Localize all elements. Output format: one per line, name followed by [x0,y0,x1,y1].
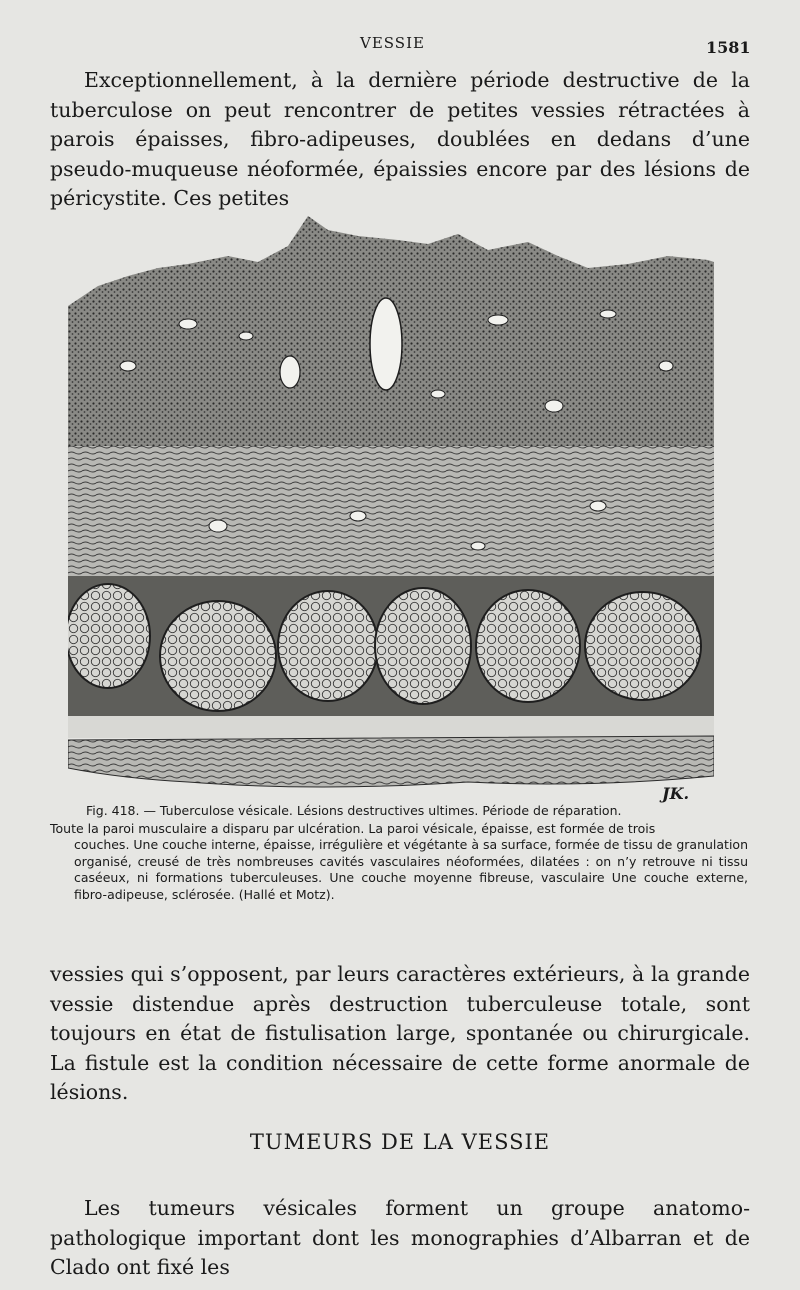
paragraph-2: vessies qui s’opposent, par leurs caractères extérieurs, à la grande vessie distendue après destruction tuberculeuse totale, sont toujours en état de fistulisation large, spontanée ou chirurgicale. La fistule est la condition nécessaire de cette forme anormale de lésions. [50,962,750,1104]
caption-line-1: Toute la paroi musculaire a disparu par ulcération. La paroi vésicale, épaisse, est formée de trois [50,820,656,836]
caption-title: Fig. 418. — Tuberculose vésicale. Lésions destructives ultimes. Période de réparation. [86,803,622,818]
paragraph-3: Les tumeurs vésicales forment un groupe anatomo-pathologique important dont les monographies d’Albarran et de Clado ont fixé les [50,1196,750,1279]
illustrator-signature: JK. [662,784,690,803]
middle-layer [68,446,714,576]
figure-caption [50,803,748,903]
paragraph-1: Exceptionnellement, à la dernière période destructive de la tuberculose on peut rencontrer de petites vessies rétractées à parois épaisses, fibro-adipeuses, doublées en dedans d’une pseudo-muqueuse néoformée, épaissies encore par des lésions de péricystite. Ces petites [50,68,750,210]
caption-body [50,821,748,904]
page-number: 1581 [706,38,751,57]
serosa-strip [68,736,714,787]
histology-figure [68,216,714,806]
section-heading: TUMEURS DE LA VESSIE [249,1130,551,1154]
running-head: VESSIE [360,34,425,52]
caption-continuation: couches. Une couche interne, épaisse, irrégulière et végétante à sa surface, formée de tissu de granulation organisé, creusé de très nombreuses cavités vasculaires néoformées, dilatées : on n’y retrouve ni tissu caséeux, ni formations tuberculeuses. Une couche moyenne fibreuse, vasculaire Une couche externe, fibro-adipeuse, sclérosée. (Hallé et Motz). [74,837,748,902]
histology-illustration [68,216,714,806]
